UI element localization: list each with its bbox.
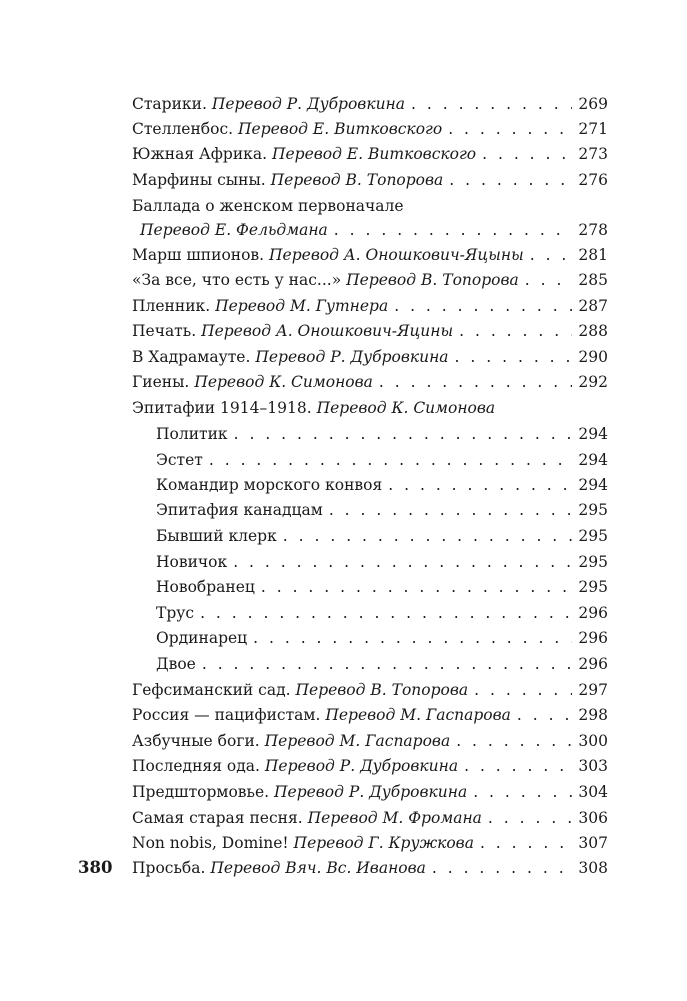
entry-title: Двое — [156, 655, 196, 673]
toc-entry — [132, 319, 608, 343]
toc-subentry — [156, 524, 608, 548]
entry-title: Политик — [156, 425, 228, 443]
page-number: 281 — [578, 246, 608, 264]
toc-entry — [132, 806, 608, 830]
toc-entry — [132, 678, 608, 702]
toc-entry — [132, 831, 608, 855]
entry-title: Бывший клерк — [156, 527, 277, 545]
translator: Перевод Р. Дубровкина — [274, 783, 468, 801]
entry-title: Эпитафия канадцам — [156, 501, 323, 519]
page-number: 295 — [578, 578, 608, 596]
toc-subentry — [156, 601, 608, 625]
dot-leader — [530, 243, 573, 267]
page-number: 306 — [578, 809, 608, 827]
toc-entry — [132, 117, 608, 141]
entry-title: Марш шпионов. Перевод А. Оношкович-Яцыны — [132, 246, 524, 264]
translator: Перевод Р. Дубровкина — [264, 757, 459, 775]
toc-subentry — [156, 422, 608, 446]
dot-leader — [448, 117, 572, 141]
dot-leader — [379, 370, 573, 394]
dot-leader — [488, 806, 572, 830]
toc-entry — [132, 168, 608, 192]
page-number: 296 — [578, 655, 608, 673]
page-number: 296 — [578, 629, 608, 647]
toc-entry — [132, 268, 608, 292]
translator: Перевод М. Фромана — [307, 809, 482, 827]
toc-entry — [132, 703, 608, 727]
entry-title: Эпитафии 1914–1918. Перевод К. Симонова — [132, 399, 496, 417]
dot-leader — [253, 626, 572, 650]
entry-title: Non nobis, Domine! Перевод Г. Кружкова — [132, 834, 474, 852]
entry-title: Азбучные боги. Перевод М. Гаспарова — [132, 732, 451, 750]
entry-title: Пленник. Перевод М. Гутнера — [132, 297, 389, 315]
dot-leader — [455, 345, 573, 369]
entry-title: Просьба. Перевод Вяч. Вс. Иванова — [132, 859, 426, 877]
entry-title: Печать. Перевод А. Оношкович-Яцины — [132, 322, 454, 340]
translator: Перевод Е. Витковского — [271, 145, 477, 163]
dot-leader — [459, 319, 572, 343]
page-number: 273 — [578, 145, 608, 163]
page-number: 276 — [578, 171, 608, 189]
translator: Перевод В. Топорова — [346, 271, 519, 289]
toc-entry — [132, 345, 608, 369]
translator: Перевод А. Оношкович-Яцины — [201, 322, 454, 340]
entry-title: Ординарец — [156, 629, 248, 647]
dot-leader — [234, 422, 573, 446]
translator: Перевод В. Топорова — [270, 171, 444, 189]
page-folio-number: 380 — [78, 858, 113, 877]
translator: Перевод Е. Фельдмана — [140, 221, 328, 239]
page-number: 292 — [578, 373, 608, 391]
toc-subentry — [156, 498, 608, 522]
page-number: 295 — [578, 553, 608, 571]
page-number: 298 — [578, 706, 608, 724]
entry-title: Старики. Перевод Р. Дубровкина — [132, 95, 406, 113]
dot-leader — [283, 524, 573, 548]
entry-title: Марфины сыны. Перевод В. Топорова — [132, 171, 444, 189]
entry-title: В Хадрамауте. Перевод Р. Дубровкина — [132, 348, 449, 366]
translator: Перевод М. Гаспарова — [325, 706, 511, 724]
entry-title: «За все, что есть у нас...» Перевод В. Топорова — [132, 271, 519, 289]
page-number: 303 — [578, 757, 608, 775]
entry-title: Самая старая песня. Перевод М. Фромана — [132, 809, 482, 827]
translator: Перевод Р. Дубровкина — [211, 95, 406, 113]
dot-leader — [432, 856, 573, 880]
translator: Перевод В. Топорова — [295, 681, 469, 699]
toc-entry — [132, 780, 608, 804]
entry-title: Последняя ода. Перевод Р. Дубровкина — [132, 757, 459, 775]
page-number: 296 — [578, 604, 608, 622]
translator: Перевод К. Симонова — [194, 373, 373, 391]
dot-leader — [473, 780, 572, 804]
page-number: 288 — [578, 322, 608, 340]
dot-leader — [474, 678, 572, 702]
translator: Перевод Г. Кружкова — [293, 834, 474, 852]
toc-entry — [132, 729, 608, 753]
entry-title: Трус — [156, 604, 195, 622]
entry-title: Гефсиманский сад. Перевод В. Топорова — [132, 681, 469, 699]
translator: Перевод М. Гутнера — [215, 297, 389, 315]
entry-title: Баллада о женском первоначале — [132, 197, 404, 215]
toc-subentry — [156, 652, 608, 676]
toc-entry — [132, 370, 608, 394]
entry-title: Эстет — [156, 451, 203, 469]
dot-leader — [200, 601, 572, 625]
toc-entry — [132, 194, 608, 242]
toc-entry — [132, 856, 608, 880]
toc-subentry — [156, 575, 608, 599]
toc-entry — [132, 142, 608, 166]
translator: Перевод Р. Дубровкина — [255, 348, 449, 366]
entry-title: Стелленбос. Перевод Е. Витковского — [132, 120, 443, 138]
translator: Перевод Вяч. Вс. Иванова — [210, 859, 426, 877]
toc-entry — [132, 92, 608, 116]
toc-entry — [132, 754, 608, 778]
translator: Перевод К. Симонова — [316, 399, 496, 417]
page-number: 294 — [578, 425, 608, 443]
toc-subentry — [156, 550, 608, 574]
page-number: 308 — [578, 859, 608, 877]
page-number: 297 — [578, 681, 608, 699]
page-number: 294 — [578, 476, 608, 494]
dot-leader — [233, 550, 572, 574]
page-number: 295 — [578, 501, 608, 519]
page-number: 304 — [578, 783, 608, 801]
dot-leader — [202, 652, 573, 676]
translator: Перевод Е. Витковского — [238, 120, 443, 138]
page-number: 294 — [578, 451, 608, 469]
entry-title: Россия — пацифистам. Перевод М. Гаспарова — [132, 706, 511, 724]
toc-section-heading — [132, 396, 608, 420]
entry-title: Гиены. Перевод К. Симонова — [132, 373, 373, 391]
page-number: 278 — [578, 221, 608, 239]
dot-leader — [449, 168, 572, 192]
dot-leader — [464, 754, 572, 778]
dot-leader — [456, 729, 572, 753]
entry-title: Предштормовье. Перевод Р. Дубровкина — [132, 783, 468, 801]
dot-leader — [394, 294, 572, 318]
dot-leader — [517, 703, 573, 727]
dot-leader — [411, 92, 572, 116]
dot-leader — [261, 575, 573, 599]
dot-leader — [482, 142, 572, 166]
entry-title: Новичок — [156, 553, 228, 571]
dot-leader — [525, 268, 573, 292]
page-number: 285 — [578, 271, 608, 289]
dot-leader — [334, 218, 573, 242]
dot-leader — [329, 498, 573, 522]
page-number: 271 — [578, 120, 608, 138]
page-number: 300 — [578, 732, 608, 750]
translator: Перевод М. Гаспарова — [264, 732, 451, 750]
page-number: 290 — [578, 348, 608, 366]
dot-leader — [209, 448, 573, 472]
toc-subentry — [156, 626, 608, 650]
page-number: 269 — [578, 95, 608, 113]
entry-title: Командир морского конвоя — [156, 476, 383, 494]
toc-subentry — [156, 448, 608, 472]
toc-entry — [132, 294, 608, 318]
entry-title: Новобранец — [156, 578, 255, 596]
page-number: 295 — [578, 527, 608, 545]
toc-entry — [132, 243, 608, 267]
toc-subentry — [156, 473, 608, 497]
page-number: 287 — [578, 297, 608, 315]
dot-leader — [480, 831, 572, 855]
translator: Перевод А. Оношкович-Яцыны — [269, 246, 524, 264]
entry-title: Южная Африка. Перевод Е. Витковского — [132, 145, 477, 163]
page-number: 307 — [578, 834, 608, 852]
dot-leader — [388, 473, 572, 497]
